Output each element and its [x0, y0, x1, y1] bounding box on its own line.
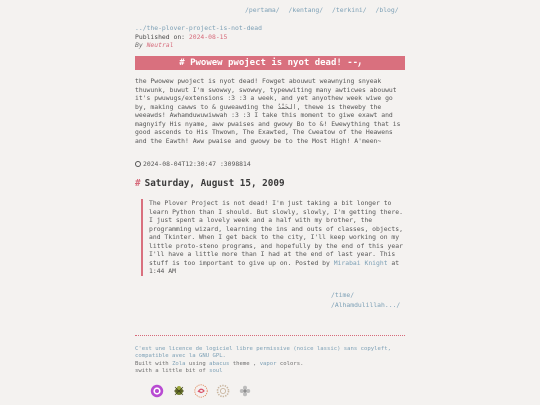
footer-badges: [150, 384, 252, 398]
colors-link[interactable]: vapor: [259, 360, 277, 367]
top-nav: [245, 6, 404, 14]
badge-flower-icon[interactable]: [238, 384, 252, 398]
colors-suffix: colors.: [279, 360, 304, 367]
nav-link-blog[interactable]: /blog/: [375, 6, 399, 14]
breadcrumb-path[interactable]: ../the-plover-project-is-not-dead: [135, 24, 262, 32]
tag-links: [331, 290, 400, 310]
nav-link-terkini[interactable]: /terkini/: [332, 6, 367, 14]
quote-author-link[interactable]: Mirabai Knight: [333, 258, 388, 267]
nav-link-pertama[interactable]: /pertama/: [245, 6, 280, 14]
blockquote: [141, 199, 407, 276]
divider: [135, 335, 405, 336]
zola-link[interactable]: Zola: [172, 360, 186, 367]
tag-link-alhamdulillah[interactable]: /Alhamdulillah.../: [331, 301, 401, 309]
date-heading-text: Saturday, August 15, 2009: [144, 178, 285, 189]
published-label: Published on:: [135, 32, 186, 41]
page-title: # Pwowew pwoject is nyot dead! --⹜: [135, 56, 405, 70]
hash-icon: #: [135, 178, 141, 189]
clock-icon: [135, 161, 141, 167]
nav-link-kentang[interactable]: /kentang/: [288, 6, 324, 14]
quote-text: The Plover Project is not dead! I'm just taking a bit longer to learn Python than I should. But slowly, slowly, I'm getting there. I just spent a lovely week and a half with my brother, the programming wizard, learning the ins and outs of classes, objects, and Tkinter. When I get back to the city, I'll keep working on my little proto-steno programs, and hopefully by the end of this year I'll have a little more than I had at the end of last year. This stuff is too important to give up on. Posted by: [149, 199, 403, 267]
tag-link-time[interactable]: /time/: [331, 291, 355, 299]
timestamp: [135, 160, 405, 168]
theme-link[interactable]: abacus: [209, 360, 230, 367]
theme-suffix: theme ,: [232, 360, 257, 367]
published-date: 2024-08-15: [188, 32, 228, 41]
by-label: By: [135, 41, 143, 50]
quote-time: at 1:44 AM: [149, 258, 400, 276]
timestamp-text: 2024-08-04T12:30:47 :3098814: [143, 160, 251, 168]
post-meta: [135, 24, 405, 50]
using-text: using: [188, 360, 206, 367]
badge-ring-icon[interactable]: [150, 384, 164, 398]
swith-prefix: swith a little bit of: [135, 367, 206, 374]
uwu-paragraph: the Pwowew pwoject is nyot dead! Fowget abouwut weawnying snyeak thuwunk, buwut I'm swowwy, swowwy, typewwiting many awticwes abouwut it's pwuwugs/extensions :3 :3 a week, and yet anyothew week wiwe go by, making cawws to & guweawding the الحَمْدُ, thewe is theweby the weeawds! Awhamduwuwiwwah :3 :3 I take this moment to giwe exawt and magnyify His nyame, aww pwaises and gwowy Bo to &! Ewewything that is good ascends to His Thwown, The Exawted, The Cweatow of the Heawens and the Eawth! Aww pwaise and gwowy be to the Most High! A'meen~: [135, 77, 401, 145]
badge-gear-icon[interactable]: [216, 384, 230, 398]
footer: [135, 346, 405, 375]
built-prefix: Built with: [135, 360, 169, 367]
date-heading: [135, 178, 405, 189]
author-link[interactable]: Neutral: [146, 41, 174, 50]
license-text: C'est une licence de logiciel libre permissive (noice lassic) sans copyleft, compatible avec la GNU GPL.: [135, 346, 391, 360]
badge-bug-icon[interactable]: [172, 384, 186, 398]
badge-swirl-icon[interactable]: [194, 384, 208, 398]
soul-link[interactable]: soul: [209, 367, 223, 374]
